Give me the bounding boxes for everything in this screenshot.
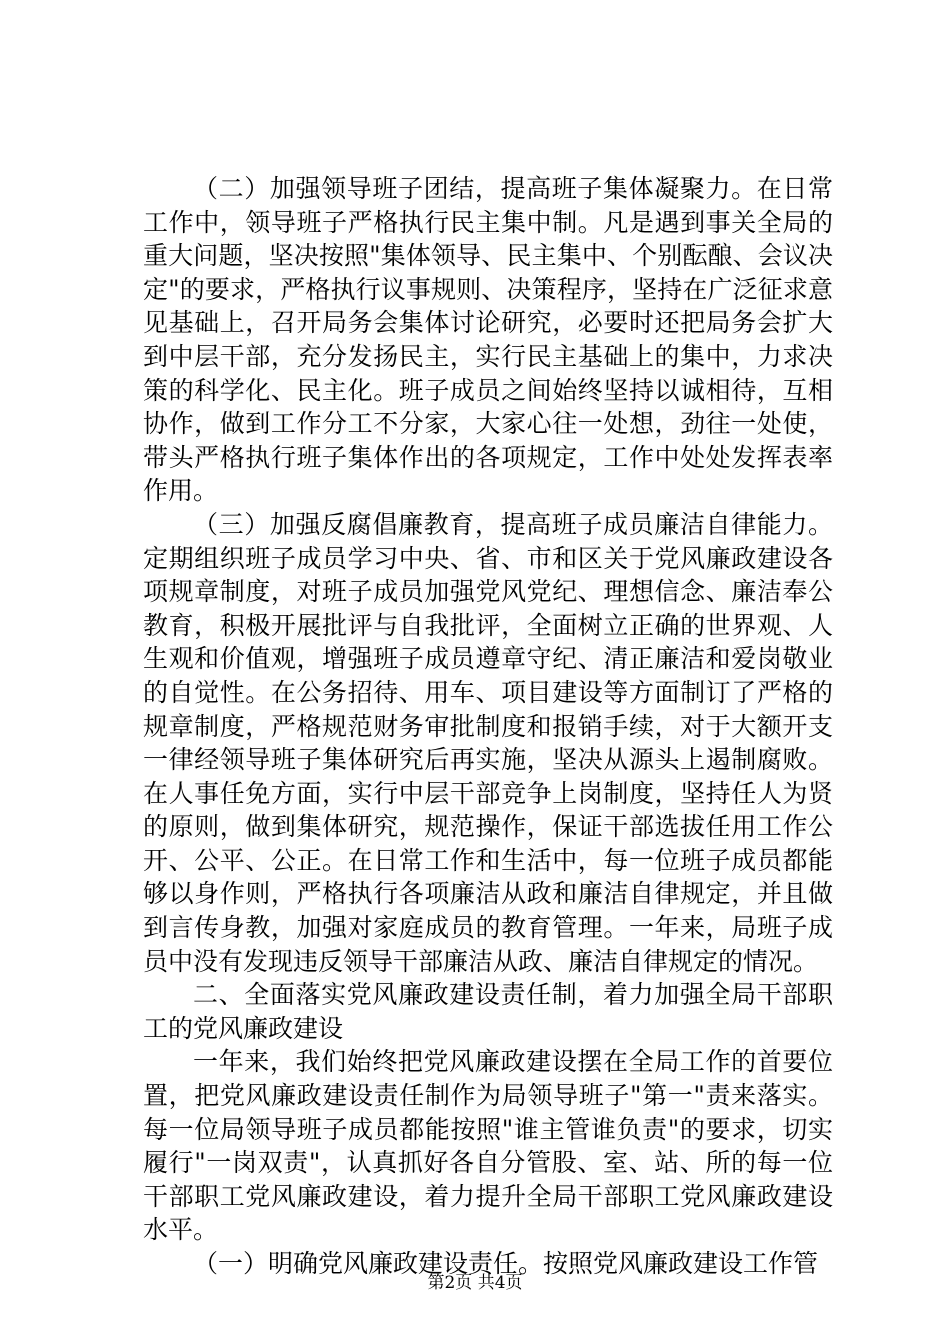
document-body bbox=[143, 172, 833, 1281]
paragraph-leadership-unity: （二）加强领导班子团结，提高班子集体凝聚力。在日常工作中，领导班子严格执行民主集中制。凡是遇到事关全局的重大问题，坚决按照"集体领导、民主集中、个别酝酿、会议决定"的要求，严格执行议事规则、决策程序，坚持在广泛征求意见基础上，召开局务会集体讨论研究，必要时还把局务会扩大到中层干部，充分发扬民主，实行民主基础上的集中，力求决策的科学化、民主化。班子成员之间始终坚持以诚相待，互相协作，做到工作分工不分家，大家心往一处想，劲往一处使，带头严格执行班子集体作出的各项规定，工作中处处发挥表率作用。 bbox=[143, 174, 833, 506]
paragraph-anti-corruption-education: （三）加强反腐倡廉教育，提高班子成员廉洁自律能力。定期组织班子成员学习中央、省、市和区关于党风廉政建设各项规章制度，对班子成员加强党风党纪、理想信念、廉洁奉公教育，积极开展批评与自我批评，全面树立正确的世界观、人生观和价值观，增强班子成员遵章守纪、清正廉洁和爱岗敬业的自觉性。在公务招待、用车、项目建设等方面制订了严格的规章制度，严格规范财务审批制度和报销手续，对于大额开支一律经领导班子集体研究后再实施，坚决从源头上遏制腐败。在人事任免方面，实行中层干部竞争上岗制度，坚持任人为贤的原则，做到集体研究，规范操作，保证干部选拔任用工作公开、公平、公正。在日常工作和生活中，每一位班子成员都能够以身作则，严格执行各项廉洁从政和廉洁自律规定，并且做到言传身教，加强对家庭成员的教育管理。一年来，局班子成员中没有发现违反领导干部廉洁从政、廉洁自律规定的情况。 bbox=[143, 509, 833, 976]
paragraph-year-summary: 一年来，我们始终把党风廉政建设摆在全局工作的首要位置，把党风廉政建设责任制作为局领导班子"第一"责来落实。每一位局领导班子成员都能按照"谁主管谁负责"的要求，切实履行"一岗双责"，认真抓好各自分管股、室、站、所的每一位干部职工党风廉政建设，着力提升全局干部职工党风廉政建设水平。 bbox=[143, 1047, 833, 1245]
section-heading-responsibility-system: 二、全面落实党风廉政建设责任制，着力加强全局干部职工的党风廉政建设 bbox=[143, 980, 833, 1043]
page-footer: 第2页 共4页 bbox=[427, 1273, 523, 1293]
paragraph-clarify-responsibility: （一）明确党风廉政建设责任。按照党风廉政建设工作管 bbox=[193, 1249, 819, 1278]
